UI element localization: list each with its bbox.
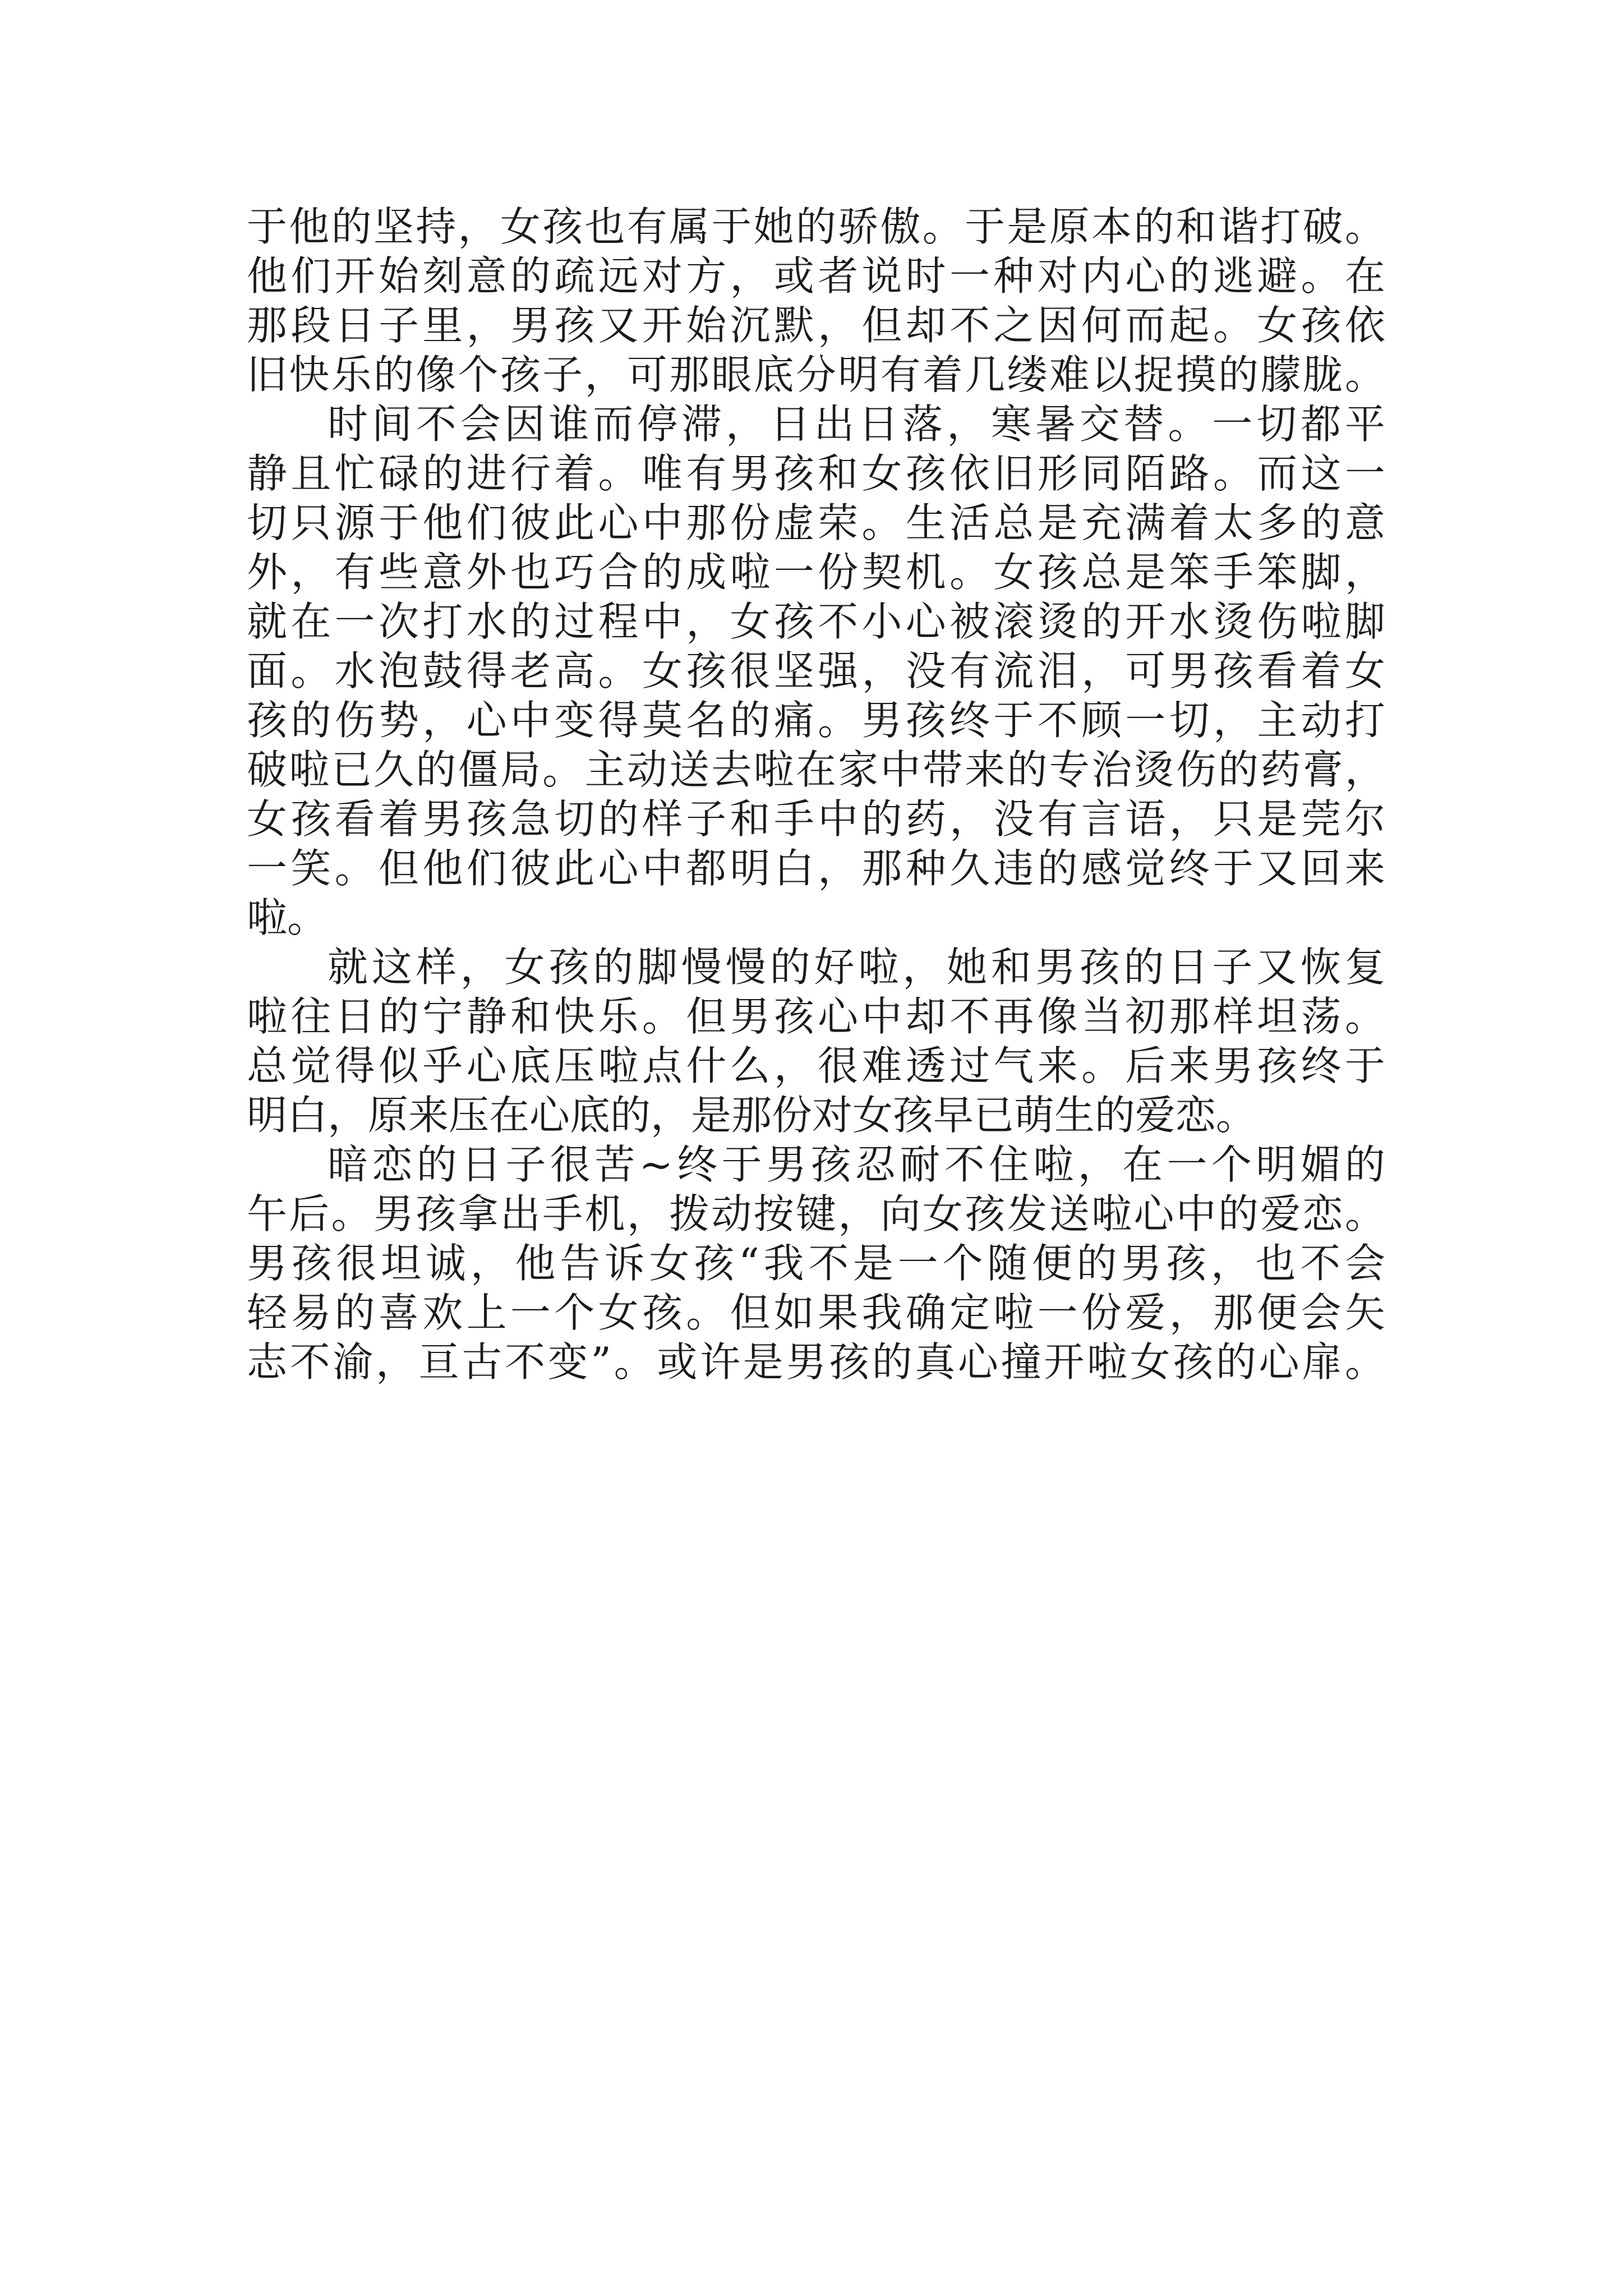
- body-text: [247, 202, 1385, 1387]
- text-line: 于他的坚持，女孩也有属于她的骄傲。于是原本的和谐打破。: [247, 203, 1385, 250]
- text-line: 明白，原来压在心底的，是那份对女孩早已萌生的爱恋。: [247, 1092, 1257, 1139]
- paragraph-1: [247, 202, 1385, 399]
- text-line: 切只源于他们彼此心中那份虚荣。生活总是充满着太多的意: [247, 499, 1385, 546]
- text-line: 时间不会因谁而停滞，日出日落，寒暑交替。一切都平: [328, 401, 1385, 448]
- text-line: 就这样，女孩的脚慢慢的好啦，她和男孩的日子又恢复: [328, 944, 1385, 991]
- text-line: 男孩很坦诚，他告诉女孩“我不是一个随便的男孩，也不会: [247, 1240, 1385, 1287]
- text-line: 啦往日的宁静和快乐。但男孩心中却不再像当初那样坦荡。: [247, 993, 1385, 1040]
- text-line: 女孩看着男孩急切的样子和手中的药，没有言语，只是莞尔: [247, 795, 1385, 843]
- text-line: 旧快乐的像个孩子，可那眼底分明有着几缕难以捉摸的朦胧。: [247, 351, 1385, 398]
- text-line: 啦。: [247, 894, 328, 941]
- text-line: 他们开始刻意的疏远对方，或者说时一种对内心的逃避。在: [247, 252, 1385, 300]
- text-line: 外，有些意外也巧合的成啦一份契机。女孩总是笨手笨脚，: [247, 549, 1385, 596]
- text-line: 破啦已久的僵局。主动送去啦在家中带来的专治烫伤的药膏，: [247, 746, 1385, 793]
- text-line: 志不渝，亘古不变”。或许是男孩的真心撞开啦女孩的心扉。: [247, 1338, 1385, 1386]
- text-line: 就在一次打水的过程中，女孩不小心被滚烫的开水烫伤啦脚: [247, 598, 1385, 645]
- text-line: 轻易的喜欢上一个女孩。但如果我确定啦一份爱，那便会矢: [247, 1289, 1385, 1336]
- text-line: 一笑。但他们彼此心中都明白，那种久违的感觉终于又回来: [247, 845, 1385, 892]
- text-line: 午后。男孩拿出手机，拨动按键，向女孩发送啦心中的爱恋。: [247, 1190, 1385, 1237]
- text-line: 那段日子里，男孩又开始沉默，但却不之因何而起。女孩依: [247, 302, 1385, 349]
- paragraph-4: [247, 1140, 1385, 1387]
- text-line: 总觉得似乎心底压啦点什么，很难透过气来。后来男孩终于: [247, 1042, 1385, 1089]
- text-line: 孩的伤势，心中变得莫名的痛。男孩终于不顾一切，主动打: [247, 697, 1385, 744]
- text-line: 面。水泡鼓得老高。女孩很坚强，没有流泪，可男孩看着女: [247, 647, 1385, 694]
- paragraph-3: [247, 942, 1385, 1140]
- paragraph-2: [247, 399, 1385, 942]
- text-line: 静且忙碌的进行着。唯有男孩和女孩依旧形同陌路。而这一: [247, 450, 1385, 497]
- text-line: 暗恋的日子很苦~终于男孩忍耐不住啦，在一个明媚的: [328, 1141, 1385, 1188]
